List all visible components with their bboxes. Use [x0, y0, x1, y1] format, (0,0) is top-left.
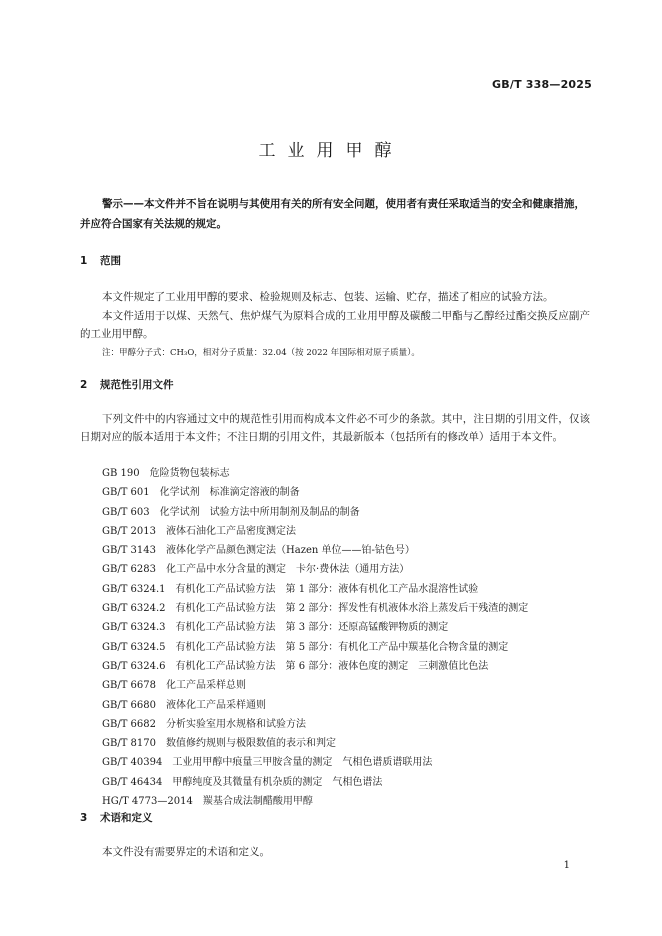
page-number: 1	[563, 860, 570, 871]
reference-title: 液体化工产品采样通则	[166, 699, 267, 711]
section-title: 规范性引用文件	[100, 379, 174, 391]
reference-code: GB/T 6324.1	[102, 583, 166, 595]
reference-item	[102, 560, 528, 579]
reference-code: GB/T 6324.6	[102, 660, 166, 672]
reference-item	[102, 503, 528, 522]
section-heading-references	[80, 377, 174, 392]
reference-title: 有机化工产品试验方法 第 2 部分：挥发性有机液体水浴上蒸发后干残渣的测定	[175, 603, 529, 615]
reference-title: 数值修约规则与极限数值的表示和判定	[166, 738, 337, 750]
section-title: 术语和定义	[100, 812, 153, 824]
reference-title: 化学试剂 试验方法中所用制剂及制品的制备	[159, 506, 360, 518]
reference-code: GB/T 40394	[102, 757, 163, 769]
reference-item	[102, 541, 528, 560]
reference-title: 有机化工产品试验方法 第 6 部分：液体色度的测定 三刺激值比色法	[175, 660, 489, 672]
warning-paragraph: 警示——本文件并不旨在说明与其使用有关的所有安全问题，使用者有责任采取适当的安全和健康措施，并应符合国家有关法规的规定。	[80, 198, 585, 230]
reference-title: 液体石油化工产品密度测定法	[166, 525, 297, 537]
document-title: 工业用甲醇	[258, 141, 404, 161]
reference-code: GB/T 8170	[102, 738, 157, 750]
scope-note: 注：甲醇分子式：CH₃O，相对分子质量：32.04（按 2022 年国际相对原子质量）。	[102, 348, 420, 358]
reference-item	[102, 792, 528, 811]
reference-item	[102, 464, 528, 483]
scope-paragraph-2: 本文件适用于以煤、天然气、焦炉煤气为原料合成的工业用甲醇及碳酸二甲酯与乙醇经过酯交换反应副产的工业用甲醇。	[80, 310, 590, 340]
reference-item	[102, 638, 528, 657]
section-number: 3	[80, 812, 88, 824]
section-heading-terms	[80, 810, 153, 825]
reference-item	[102, 676, 528, 695]
reference-item	[102, 753, 528, 772]
reference-code: HG/T 4773—2014	[102, 796, 193, 808]
reference-title: 工业用甲醇中痕量三甲胺含量的测定 气相色谱质谱联用法	[172, 757, 433, 769]
terms-paragraph: 本文件没有需要界定的术语和定义。	[102, 846, 270, 858]
reference-list	[102, 464, 528, 811]
reference-item	[102, 580, 528, 599]
reference-code: GB/T 6678	[102, 680, 157, 692]
reference-code: GB/T 6283	[102, 564, 157, 576]
reference-title: 甲醇纯度及其微量有机杂质的测定 气相色谱法	[172, 776, 383, 788]
reference-code: GB/T 3143	[102, 545, 157, 557]
reference-code: GB/T 6682	[102, 718, 157, 730]
reference-title: 化工产品中水分含量的测定 卡尔·费休法（通用方法）	[166, 564, 410, 576]
scope-paragraph-1: 本文件规定了工业用甲醇的要求、检验规则及标志、包装、运输、贮存，描述了相应的试验方法。	[102, 291, 554, 303]
reference-code: GB/T 601	[102, 487, 150, 499]
reference-item	[102, 773, 528, 792]
reference-title: 危险货物包装标志	[149, 468, 230, 479]
reference-code: GB/T 603	[102, 506, 150, 518]
standard-id: GB/T 338—2025	[492, 78, 592, 91]
reference-code: GB/T 6324.3	[102, 622, 166, 634]
reference-item	[102, 734, 528, 753]
reference-code: GB/T 6324.5	[102, 641, 166, 653]
reference-item	[102, 715, 528, 734]
reference-item	[102, 483, 528, 502]
reference-title: 有机化工产品试验方法 第 1 部分：液体有机化工产品水混溶性试验	[175, 583, 479, 595]
reference-title: 有机化工产品试验方法 第 3 部分：还原高锰酸钾物质的测定	[175, 622, 449, 634]
reference-code: GB/T 46434	[102, 776, 163, 788]
reference-code: GB 190	[102, 468, 140, 479]
section-heading-scope	[80, 253, 121, 268]
references-intro: 下列文件中的内容通过文中的规范性引用而构成本文件必不可少的条款。其中，注日期的引用文件，仅该日期对应的版本适用于本文件；不注日期的引用文件，其最新版本（包括所有的修改单）适用于本文件。	[80, 413, 590, 443]
reference-item	[102, 696, 528, 715]
reference-title: 化学试剂 标准滴定溶液的制备	[159, 487, 300, 499]
reference-code: GB/T 2013	[102, 525, 157, 537]
reference-code: GB/T 6324.2	[102, 603, 166, 615]
reference-title: 羰基合成法制醋酸用甲醇	[202, 796, 313, 808]
reference-code: GB/T 6680	[102, 699, 157, 711]
section-number: 2	[80, 379, 88, 391]
reference-title: 化工产品采样总则	[166, 680, 247, 692]
section-number: 1	[80, 255, 88, 267]
reference-title: 分析实验室用水规格和试验方法	[166, 718, 307, 730]
reference-title: 有机化工产品试验方法 第 5 部分：有机化工产品中羰基化合物含量的测定	[175, 641, 509, 653]
reference-item	[102, 618, 528, 637]
reference-item	[102, 657, 528, 676]
reference-item	[102, 599, 528, 618]
section-title: 范围	[100, 255, 121, 267]
reference-title: 液体化学产品颜色测定法（Hazen 单位——铂-钴色号）	[166, 545, 415, 557]
reference-item	[102, 522, 528, 541]
